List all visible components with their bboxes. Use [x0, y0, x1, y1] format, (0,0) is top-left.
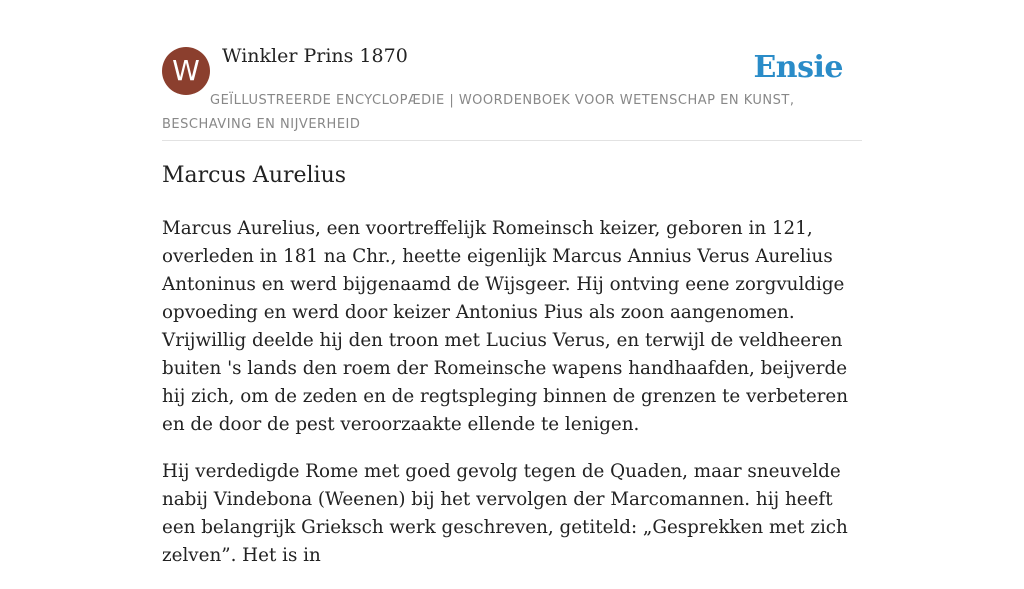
header	[162, 0, 862, 141]
ensie-logo[interactable]: Ensie	[753, 50, 843, 85]
article-paragraph: Marcus Aurelius, een voortreffelijk Romeinsch keizer, geboren in 121, overleden in 181 na Chr., heette eigenlijk Marcus Annius Verus Aurelius Antoninus en werd bijgenaamd de Wijsgeer. Hij ontving eene zorgvuldige opvoeding en werd door keizer Antonius Pius als zoon aangenomen. Vrijwillig deelde hij den troon met Lucius Verus, en terwijl de veldheeren buiten 's lands den roem der Romeinsche wapens handhaafden, beijverde hij zich, om de zeden en de regtspleging binnen de grenzen te verbeteren en de door de pest veroorzaakte ellende te lenigen.	[162, 218, 848, 435]
article-body	[162, 215, 862, 589]
article-title: Marcus Aurelius	[162, 163, 347, 188]
article-paragraph: Hij verdedigde Rome met goed gevolg tegen de Quaden, maar sneuvelde nabij Vindebona (Weenen) bij het vervolgen der Marcomannen. hij heeft een belangrijk Grieksch werk geschreven, getiteld: „Gesprekken met zich zelven”. Het is in	[162, 461, 848, 566]
source-title[interactable]: Winkler Prins 1870	[222, 45, 408, 67]
source-subtitle: GEÏLLUSTREERDE ENCYCLOPÆDIE | WOORDENBOEK VOOR WETENSCHAP EN KUNST, BESCHAVING EN NIJVERHEID	[162, 93, 795, 132]
page	[162, 0, 862, 566]
source-avatar[interactable]: W	[162, 47, 210, 95]
